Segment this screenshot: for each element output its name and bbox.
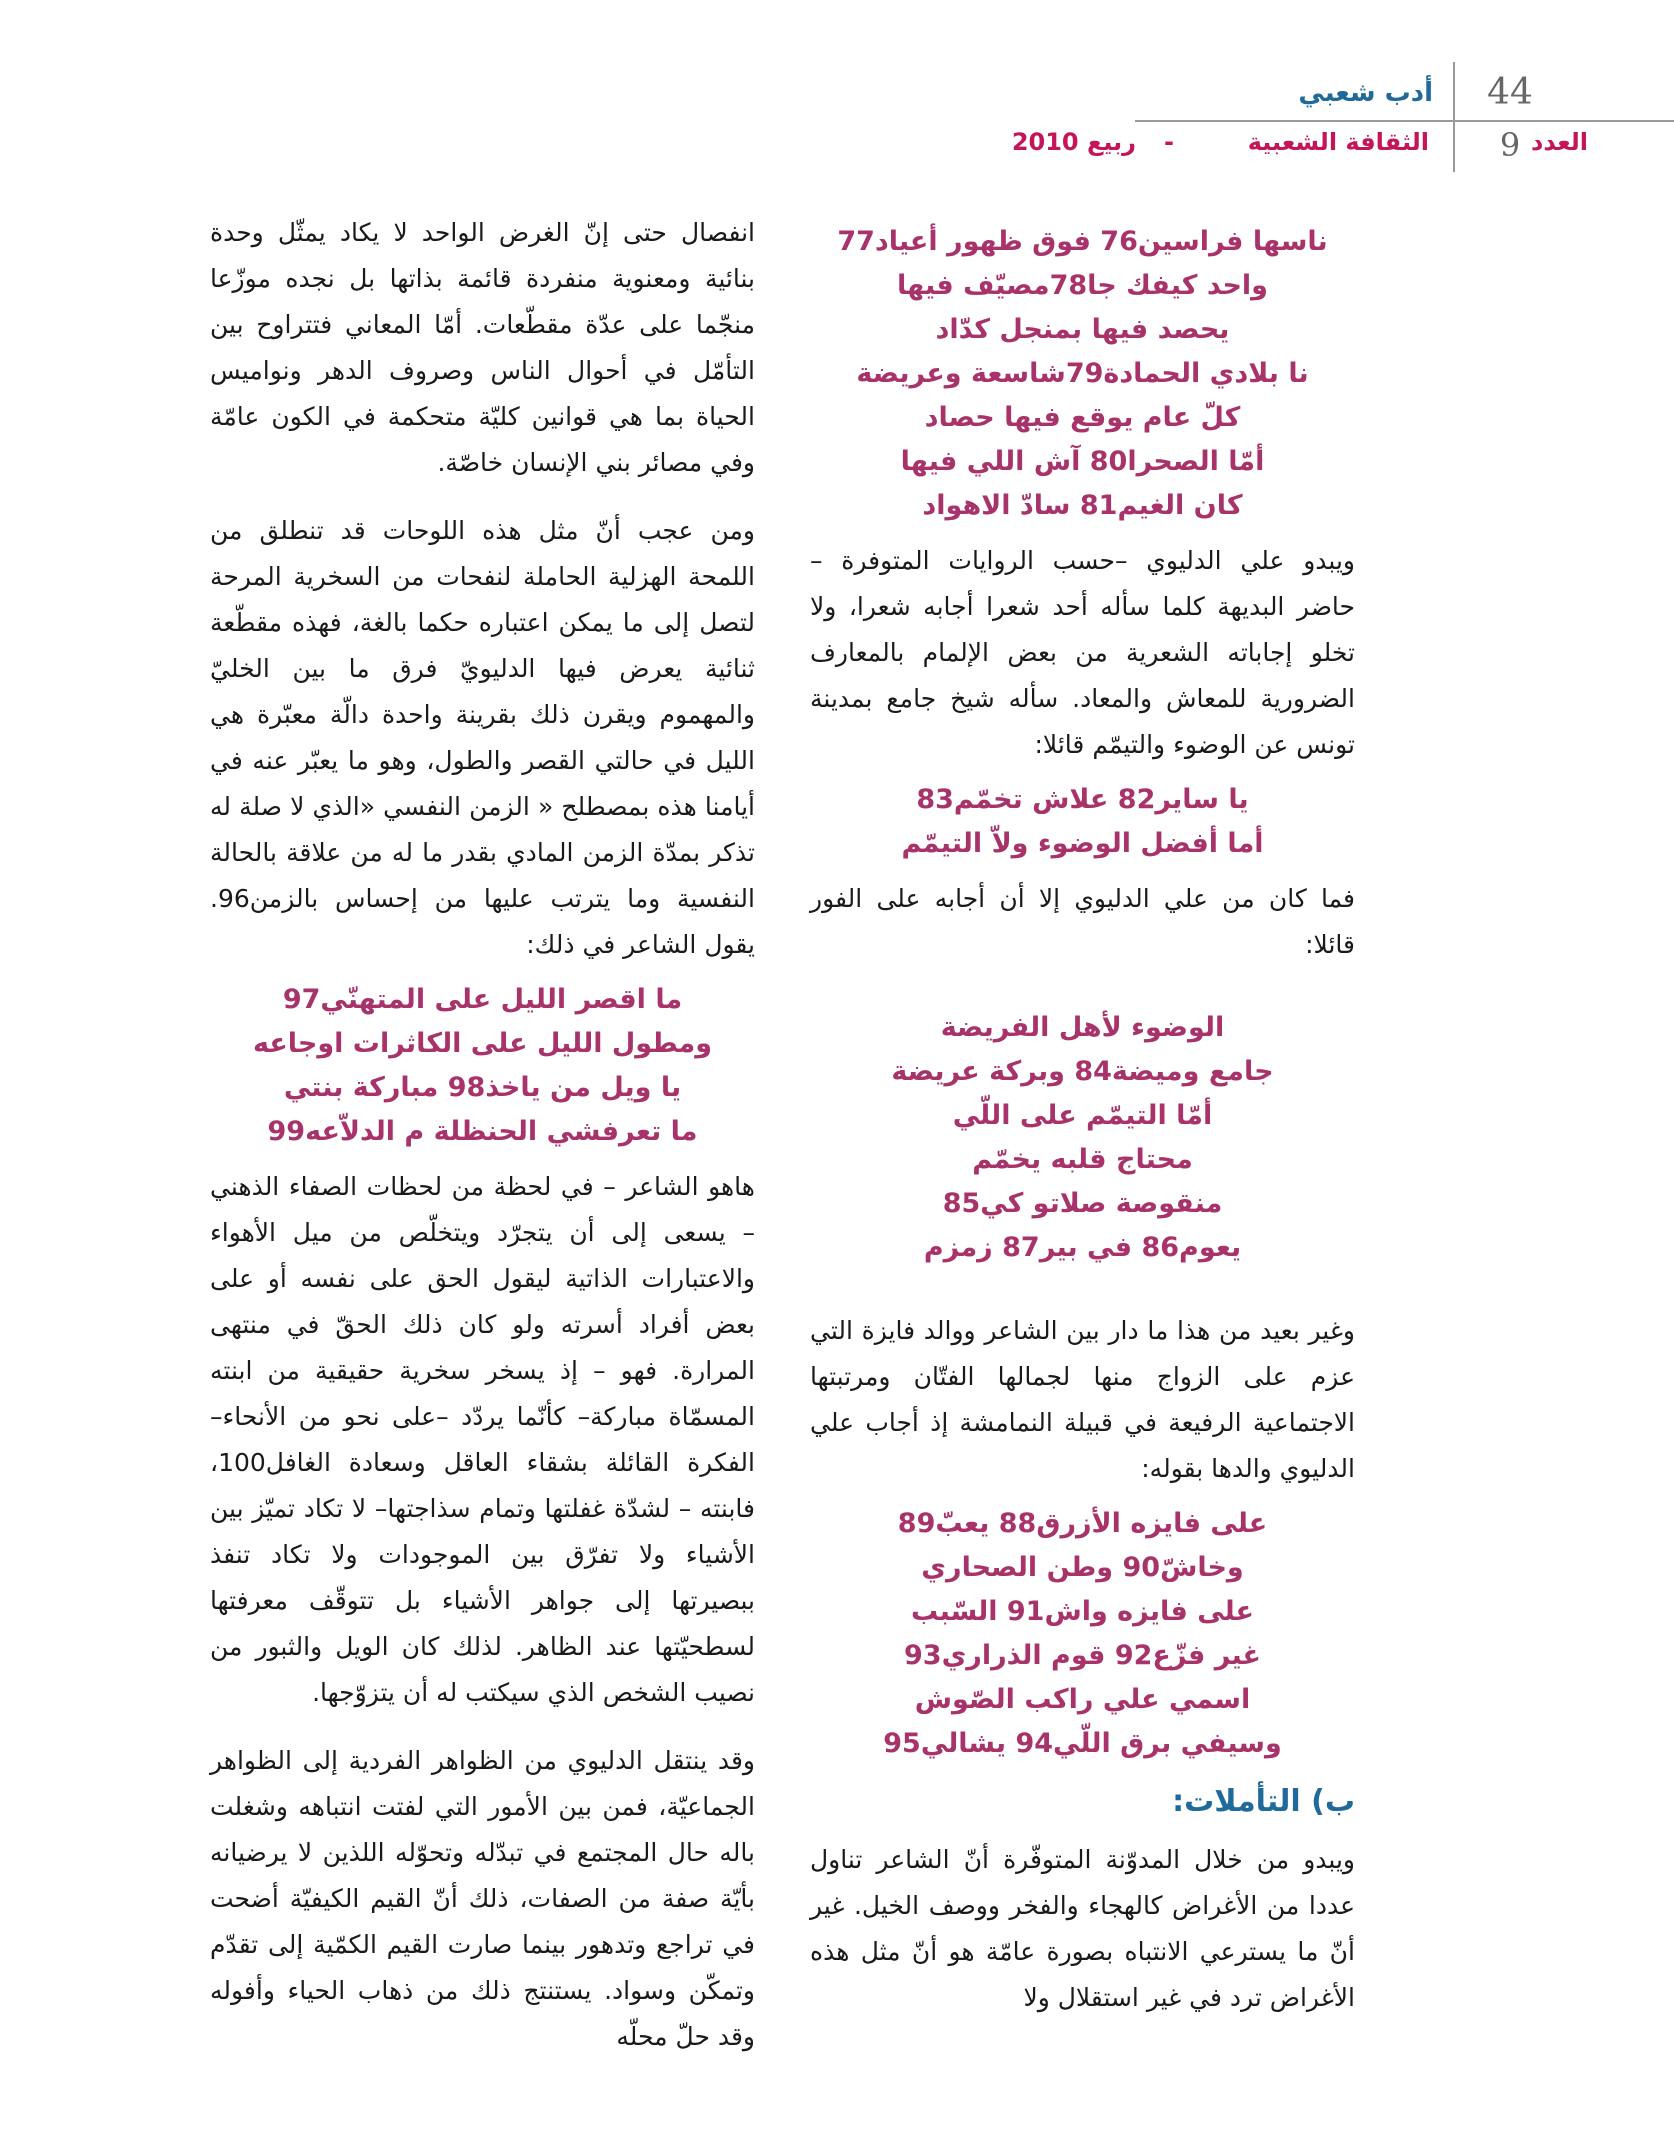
body-paragraph: انفصال حتى إنّ الغرض الواحد لا يكاد يمثّل وحدة بنائية ومعنوية منفردة قائمة بذاتها بل نجده موزّعا منجّما على عدّة مقطّعات. أمّا المعاني فتتراوح بين التأمّل في أحوال الناس وصروف الدهر ونواميس الحياة بما هي قوانين كليّة متحكمة في الكون عامّة وفي مصائر بني الإنسان خاصّة. xyxy=(210,218,755,477)
body-paragraph: فما كان من علي الدليوي إلا أن أجابه على الفور قائلا: xyxy=(810,884,1355,959)
issue-number: 9 xyxy=(1499,126,1521,164)
verse-line: أمّا الصحرا80 آش اللي فيها xyxy=(900,446,1265,477)
issue-label: العدد xyxy=(1531,128,1588,156)
verse-line: يا ساير82 علاش تخمّم83 xyxy=(916,784,1249,815)
header-separator: - xyxy=(1164,128,1174,156)
left-column xyxy=(210,210,755,2060)
verse-line: الوضوء لأهل الفريضة xyxy=(940,1012,1225,1043)
verse-line: واحد كيفك جا78مصيّف فيها xyxy=(897,270,1268,301)
poem-verse-3 xyxy=(810,1006,1355,1270)
verse-line: ناسها فراسين76 فوق ظهور أعياد77 xyxy=(837,226,1328,257)
verse-line: كلّ عام يوقع فيها حصاد xyxy=(924,402,1241,433)
verse-line: على فايزه الأزرق88 يعبّ89 xyxy=(897,1508,1268,1539)
section-title: أدب شعبي xyxy=(1298,78,1433,108)
poem-verse-2 xyxy=(810,778,1355,866)
body-paragraph: ويبدو علي الدليوي –حسب الروايات المتوفرة – حاضر البديهة كلما سأله أحد شعرا أجابه شعرا، ولا تخلو إجاباته الشعرية من بعض الإلمام بالمعارف الضرورية للمعاش والمعاد. سأله شيخ جامع بمدينة تونس عن الوضوء والتيمّم قائلا: xyxy=(810,546,1355,759)
verse-line: وسيفي برق اللّي94 يشالي95 xyxy=(883,1728,1282,1759)
verse-line: يعوم86 في بير87 زمزم xyxy=(923,1232,1242,1263)
verse-line: وخاشّ90 وطن الصحاري xyxy=(921,1552,1244,1583)
verse-line: جامع وميضة84 وبركة عريضة xyxy=(891,1056,1274,1087)
body-paragraph: ومن عجب أنّ مثل هذه اللوحات قد تنطلق من اللمحة الهزلية الحاملة لنفحات من السخرية المرحة لتصل إلى ما يمكن اعتباره حكما بالغة، فهذه مقطّعة ثنائية يعرض فيها الدليويّ فرق ما بين الخليّ والمهموم ويقرن ذلك بقرينة واحدة دالّة معبّرة هي الليل في حالتي القصر والطول، وهو ما يعبّر عنه في أيامنا هذه بمصطلح « الزمن النفسي «الذي لا صلة له تذكر بمدّة الزمن المادي بقدر ما له من علاقة بالحالة النفسية وما يترتب عليها من إحساس بالزمن96. يقول الشاعر في ذلك: xyxy=(210,516,755,959)
poem-verse-4 xyxy=(810,1502,1355,1766)
body-paragraph: ويبدو من خلال المدوّنة المتوفّرة أنّ الشاعر تناول عددا من الأغراض كالهجاء والفخر ووصف الخيل. غير أنّ ما يسترعي الانتباه بصورة عامّة هو أنّ مثل هذه الأغراض ترد في غير استقلال ولا xyxy=(810,1845,1355,2012)
verse-line: يحصد فيها بمنجل كدّاد xyxy=(935,314,1230,345)
verse-line: ما اقصر الليل على المتهنّي97 xyxy=(282,984,683,1015)
right-column xyxy=(810,210,1355,2021)
verse-line: غير فزّع92 قوم الذراري93 xyxy=(903,1640,1262,1671)
page-number: 44 xyxy=(1487,72,1533,113)
body-paragraph: هاهو الشاعر – في لحظة من لحظات الصفاء الذهني – يسعى إلى أن يتجرّد ويتخلّص من ميل الأهواء والاعتبارات الذاتية ليقول الحق على نفسه أو على بعض أفراد أسرته ولو كان ذلك الحقّ في منتهى المرارة. فهو – إذ يسخر سخرية حقيقية من ابنته المسمّاة مباركة– كأنّما يردّد –على نحو من الأنحاء– الفكرة القائلة بشقاء العاقل وسعادة الغافل100، فابنته – لشدّة غفلتها وتمام سذاجتها– لا تكاد تميّز بين الأشياء ولا تفرّق بين الموجودات ولا تكاد تنفذ ببصيرتها إلى جواهر الأشياء بل تتوقّف معرفتها لسطحيّتها عند الظاهر. لذلك كان الويل والثبور من نصيب الشخص الذي سيكتب له أن يتزوّجها. xyxy=(210,1172,755,1707)
verse-line: محتاج قلبه يخمّم xyxy=(972,1144,1193,1175)
verse-line: أما أفضل الوضوء ولاّ التيمّم xyxy=(901,828,1264,859)
verse-line: أمّا التيمّم على اللّي xyxy=(952,1100,1213,1131)
magazine-title: الثقافة الشعبية xyxy=(1247,128,1429,156)
body-paragraph: وقد ينتقل الدليوي من الظواهر الفردية إلى الظواهر الجماعيّة، فمن بين الأمور التي لفتت انتباهه وشغلت باله حال المجتمع في تبدّله وتحوّله اللذين لا يرضيانه بأيّة صفة من الصفات، ذلك أنّ القيم الكيفيّة أضحت في تراجع وتدهور بينما صارت القيم الكمّية إلى تقدّم وتمكّن وسواد. يستنتج ذلك من ذهاب الحياء وأفوله وقد حلّ محلّه xyxy=(210,1746,755,2051)
header-divider xyxy=(1453,62,1455,172)
poem-verse-1 xyxy=(810,220,1355,528)
verse-line: ومطول الليل على الكاثرات اوجاعه xyxy=(252,1028,713,1059)
verse-line: على فايزه واش91 السّبب xyxy=(910,1596,1255,1627)
verse-line: نا بلادي الحمادة79شاسعة وعريضة xyxy=(856,358,1309,389)
body-paragraph: وغير بعيد من هذا ما دار بين الشاعر ووالد فايزة التي عزم على الزواج منها لجمالها الفتّان ومرتبتها الاجتماعية الرفيعة في قبيلة النمامشة إذ أجاب علي الدليوي والدها بقوله: xyxy=(810,1316,1355,1483)
verse-line: كان الغيم81 سادّ الاهواد xyxy=(922,490,1243,521)
verse-line: ما تعرفشي الحنظلة م الدلاّعه99 xyxy=(267,1116,698,1147)
verse-line: يا ويل من ياخذ98 مباركة بنتي xyxy=(283,1072,682,1103)
verse-line: منقوصة صلاتو كي85 xyxy=(942,1188,1223,1219)
poem-verse-5 xyxy=(210,978,755,1154)
issue-season: ربيع 2010 xyxy=(1011,128,1136,156)
subsection-heading: ب) التأملات: xyxy=(1172,1784,1355,1819)
verse-line: اسمي علي راكب الصّوش xyxy=(914,1684,1251,1715)
header-top-rule xyxy=(1135,120,1674,122)
